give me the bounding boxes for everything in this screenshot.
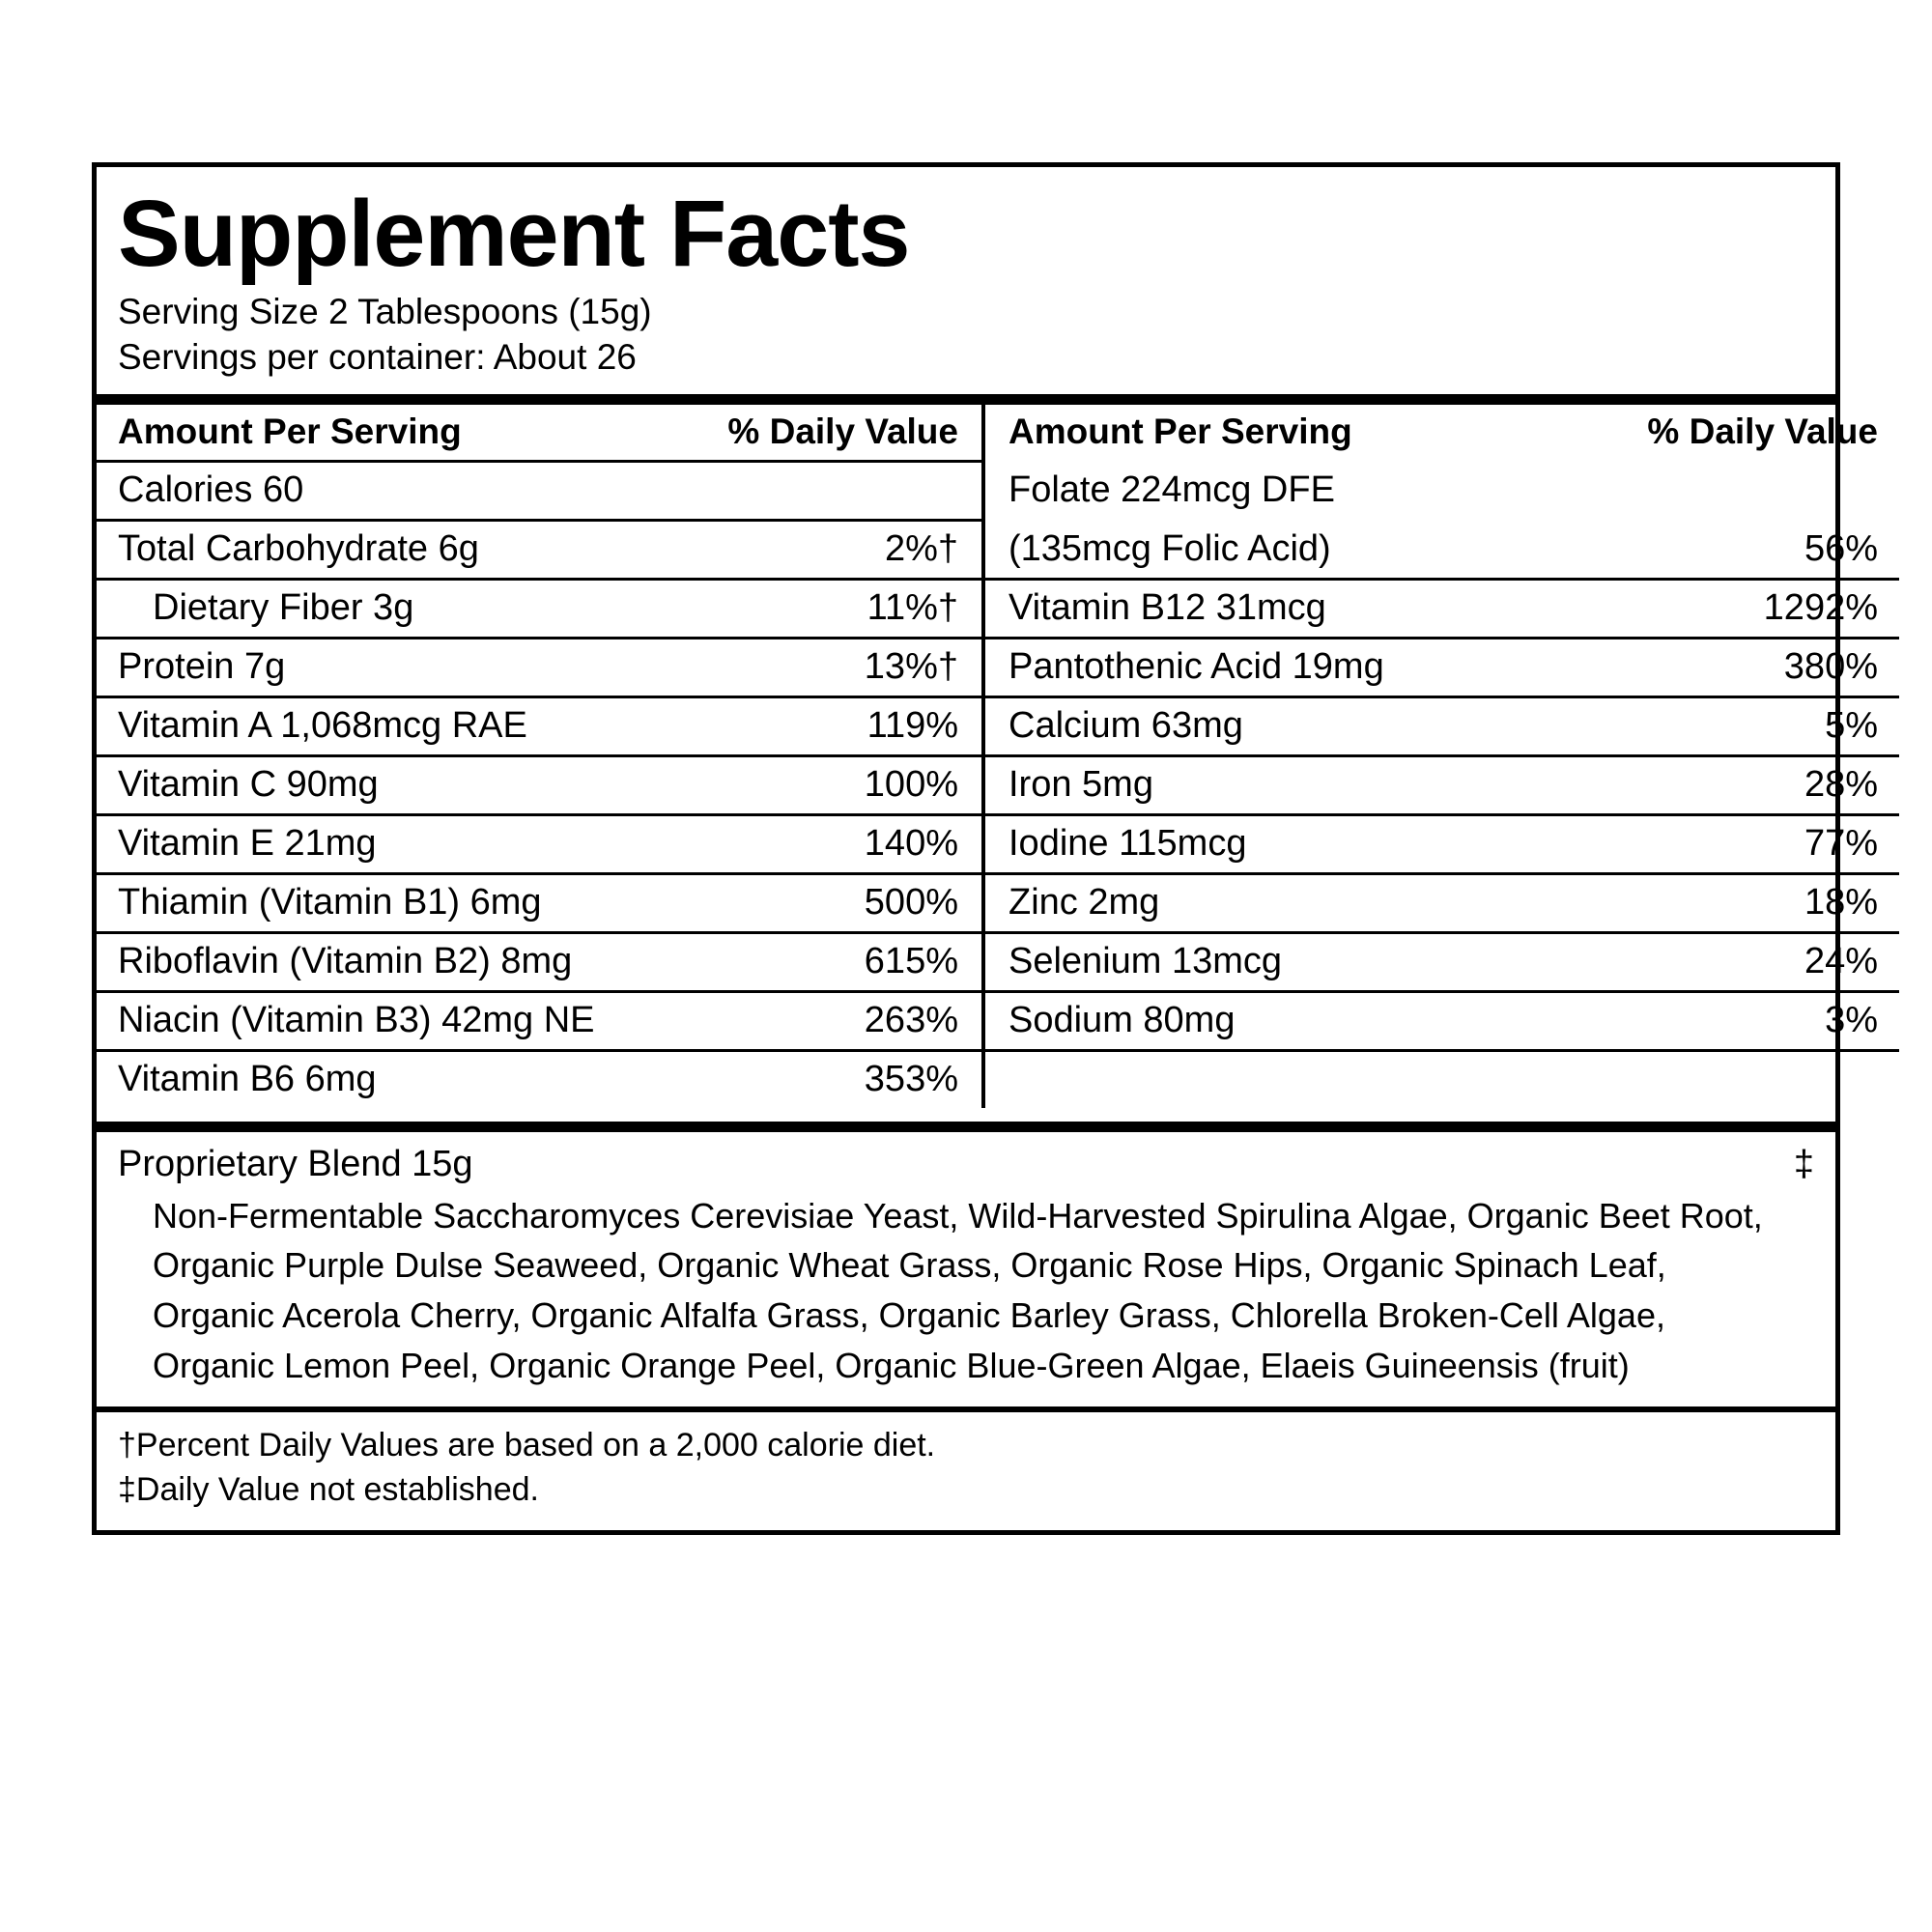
nutrient-name: Sodium 80mg	[983, 991, 1588, 1050]
nutrient-name: Vitamin B12 31mcg	[983, 579, 1588, 638]
table-row	[97, 755, 1899, 814]
nutrient-dv: 28%	[1588, 755, 1899, 814]
table-row	[97, 696, 1899, 755]
table-row	[97, 873, 1899, 932]
nutrient-dv: 1292%	[1588, 579, 1899, 638]
divider-thick-blend	[97, 1122, 1835, 1132]
nutrient-dv	[1588, 461, 1899, 520]
table-row	[97, 461, 1899, 520]
panel-header	[97, 181, 1835, 381]
nutrient-name: Niacin (Vitamin B3) 42mg NE	[97, 991, 659, 1050]
table-row	[97, 991, 1899, 1050]
nutrient-dv: 11%†	[659, 579, 983, 638]
nutrient-name: Calcium 63mg	[983, 696, 1588, 755]
table-header-row	[97, 405, 1899, 462]
nutrient-dv: 13%†	[659, 638, 983, 696]
nutrient-name: Pantothenic Acid 19mg	[983, 638, 1588, 696]
nutrient-name: Calories 60	[97, 461, 659, 520]
nutrient-name: Vitamin C 90mg	[97, 755, 659, 814]
nutrient-name: Protein 7g	[97, 638, 659, 696]
nutrition-table	[97, 405, 1899, 1108]
header-amount-left: Amount Per Serving	[118, 411, 462, 451]
page-title: Supplement Facts	[118, 181, 910, 286]
blend-label: Proprietary Blend 15g	[118, 1143, 473, 1184]
nutrient-dv: 2%†	[659, 520, 983, 579]
serving-size: Serving Size 2 Tablespoons (15g)	[118, 291, 652, 331]
nutrient-dv: 140%	[659, 814, 983, 873]
table-row	[97, 638, 1899, 696]
nutrient-name: Total Carbohydrate 6g	[97, 520, 659, 579]
nutrient-dv: 263%	[659, 991, 983, 1050]
header-dv-left: % Daily Value	[727, 411, 958, 451]
nutrient-name: Iron 5mg	[983, 755, 1588, 814]
nutrient-dv	[659, 461, 983, 520]
table-row	[97, 520, 1899, 579]
blend-marker: ‡	[1793, 1143, 1814, 1184]
nutrient-name: (135mcg Folic Acid)	[983, 520, 1588, 579]
nutrient-name: Selenium 13mcg	[983, 932, 1588, 991]
servings-per-container: Servings per container: About 26	[118, 337, 637, 378]
nutrient-name: Folate 224mcg DFE	[983, 461, 1588, 520]
nutrient-name: Iodine 115mcg	[983, 814, 1588, 873]
nutrient-dv: 500%	[659, 873, 983, 932]
nutrient-dv: 77%	[1588, 814, 1899, 873]
table-row	[97, 932, 1899, 991]
divider-thick-top	[97, 394, 1835, 405]
nutrient-name	[983, 1050, 1588, 1108]
nutrient-name: Vitamin A 1,068mcg RAE	[97, 696, 659, 755]
nutrient-dv: 353%	[659, 1050, 983, 1108]
header-dv-right: % Daily Value	[1647, 411, 1878, 451]
nutrient-dv: 100%	[659, 755, 983, 814]
nutrient-dv: 56%	[1804, 527, 1878, 569]
nutrient-dv: 5%	[1588, 696, 1899, 755]
nutrient-dv: 18%	[1588, 873, 1899, 932]
nutrient-name: Dietary Fiber 3g	[97, 579, 659, 638]
supplement-facts-panel	[92, 162, 1878, 1535]
table-row	[97, 1050, 1899, 1108]
nutrient-name: Vitamin B6 6mg	[97, 1050, 659, 1108]
nutrient-name: Riboflavin (Vitamin B2) 8mg	[97, 932, 659, 991]
footnote-dv-not-established: ‡Daily Value not established.	[118, 1470, 539, 1508]
nutrient-dv: 119%	[659, 696, 983, 755]
nutrient-name: Vitamin E 21mg	[97, 814, 659, 873]
header-amount-right: Amount Per Serving	[983, 405, 1588, 462]
proprietary-blend-section	[97, 1132, 1835, 1406]
nutrient-dv: 380%	[1588, 638, 1899, 696]
table-row	[97, 579, 1899, 638]
nutrient-dv: 3%	[1588, 991, 1899, 1050]
nutrient-name: Thiamin (Vitamin B1) 6mg	[97, 873, 659, 932]
footnote-daily-values: †Percent Daily Values are based on a 2,000 calorie diet.	[118, 1426, 936, 1463]
nutrient-name: Zinc 2mg	[983, 873, 1588, 932]
blend-header-row	[118, 1144, 1814, 1191]
blend-ingredients: Non-Fermentable Saccharomyces Cerevisiae Yeast, Wild-Harvested Spirulina Algae, Organic Beet Root, Organic Purple Dulse Seaweed, Organic Wheat Grass, Organic Rose Hips, Organic Spinach Leaf, Organic Acerola Cherry, Organic Alfalfa Grass, Organic Barley Grass, Chlorella Broken-Cell Algae, Organic Lemon Peel, Organic Orange Peel, Organic Blue-Green Algae, Elaeis Guineensis (fruit)	[153, 1195, 1763, 1386]
nutrient-dv	[1588, 1050, 1899, 1108]
nutrient-dv: 615%	[659, 932, 983, 991]
nutrient-dv: 24%	[1588, 932, 1899, 991]
table-row	[97, 814, 1899, 873]
footnotes-section	[97, 1412, 1835, 1530]
